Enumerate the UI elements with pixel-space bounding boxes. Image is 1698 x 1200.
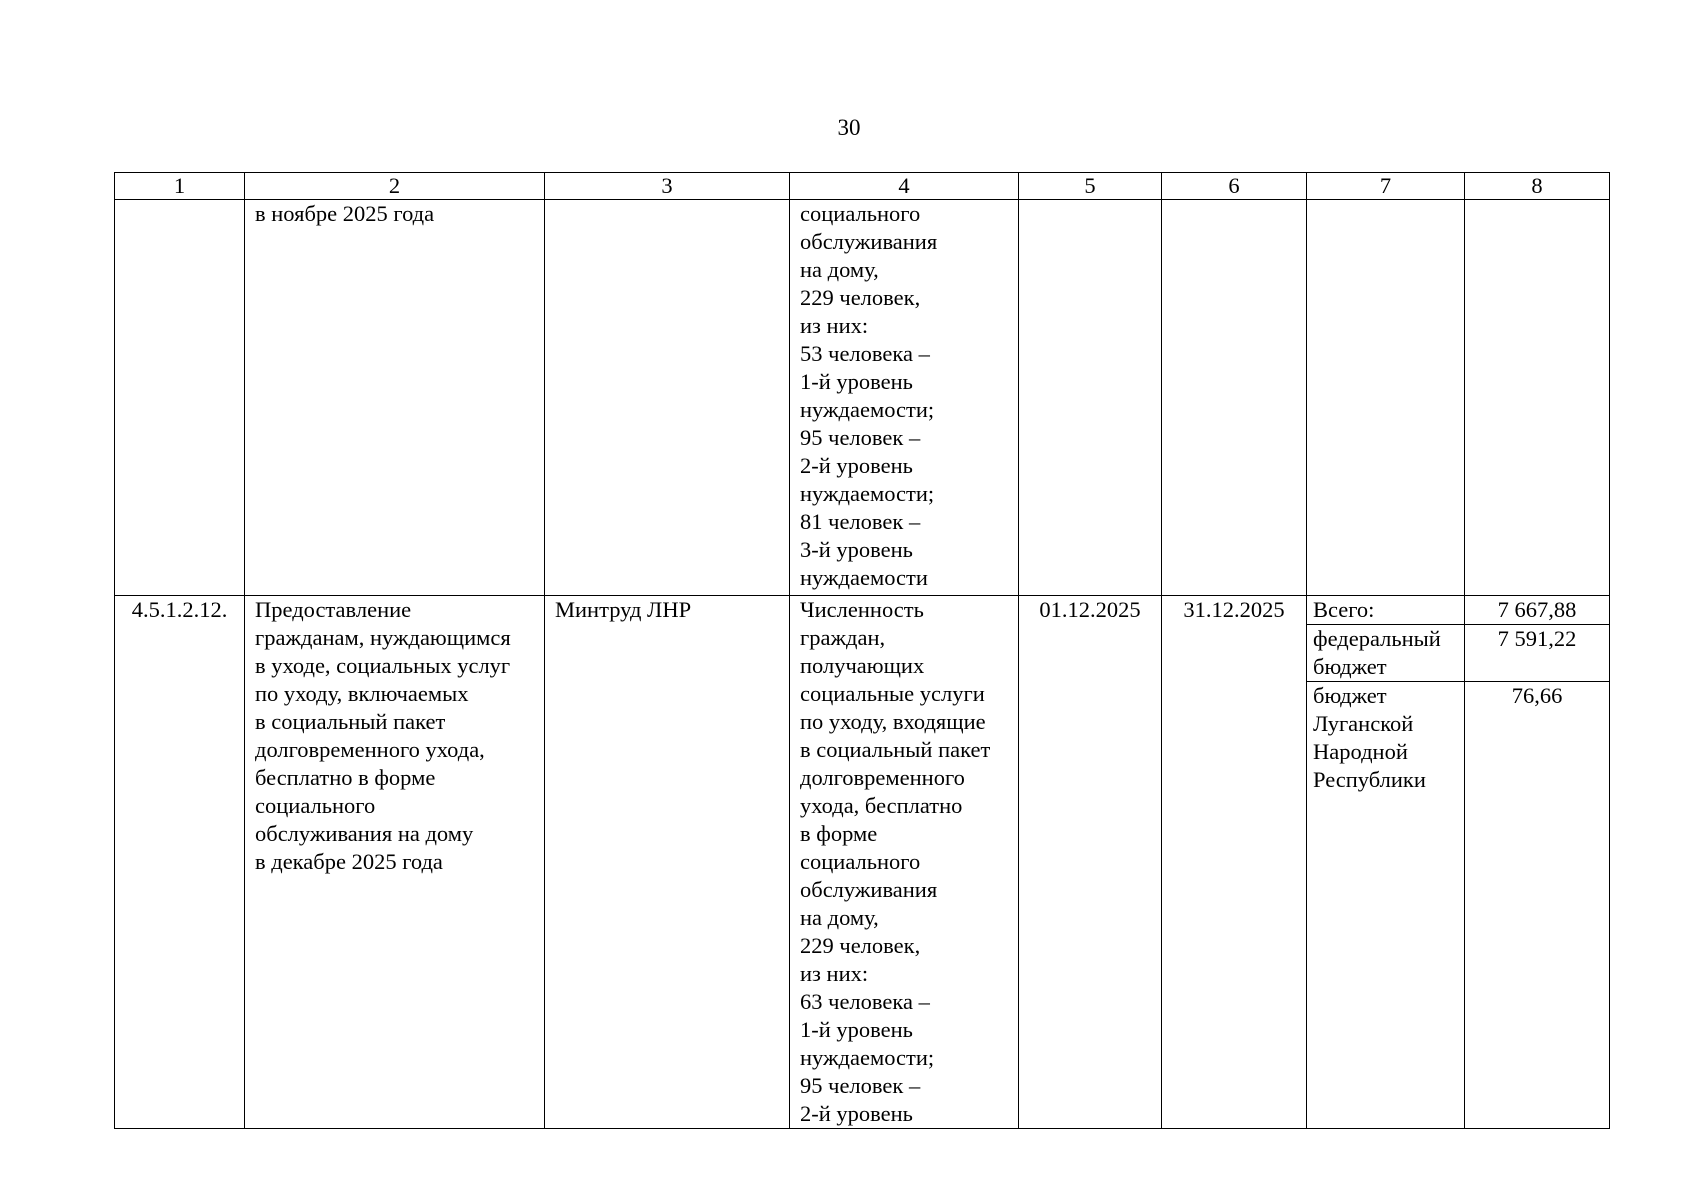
event-name-text: Предоставление гражданам, нуждающимся в уходе, социальных услуг по уходу, включаемых в социальный пакет долговременного ухода, бесплатно в форме социального обслуживания на дому в декабре 2025 года <box>255 597 511 874</box>
funding-source-federal: федеральный бюджет <box>1307 624 1464 681</box>
program-table <box>114 172 1610 1129</box>
funding-amount-federal: 7 591,22 <box>1465 624 1609 681</box>
executor-cell <box>545 596 790 1129</box>
end-date: 31.12.2025 <box>1183 597 1285 622</box>
column-header: 4 <box>790 173 1019 200</box>
column-header: 5 <box>1019 173 1162 200</box>
funding-amount-cell <box>1465 596 1610 1129</box>
column-header: 8 <box>1465 173 1610 200</box>
indicator-cell <box>790 200 1019 596</box>
funding-amount-total: 7 667,88 <box>1497 597 1577 622</box>
row-number: 4.5.1.2.12. <box>131 597 228 622</box>
column-number-row <box>115 173 1610 200</box>
funding-amount-regional: 76,66 <box>1465 681 1609 710</box>
executor-cell <box>545 200 790 596</box>
funding-source-total: Всего: <box>1313 597 1375 622</box>
funding-amount-cell <box>1465 200 1610 596</box>
row-number-cell <box>115 200 245 596</box>
funding-source-cell <box>1307 200 1465 596</box>
funding-source-regional: бюджет Луганской Народной Республики <box>1307 681 1464 794</box>
executor-text: Минтруд ЛНР <box>555 597 692 622</box>
indicator-text: Численность граждан, получающих социальные услуги по уходу, входящие в социальный пакет долговременного ухода, бесплатно в форме социального обслуживания на дому, 229 человек, из них: 63 человека – 1-й уровень нуждаемости; 95 человек – 2-й уровень <box>800 597 991 1126</box>
end-date-cell <box>1162 200 1307 596</box>
page-number: 30 <box>837 115 861 140</box>
event-name-cell <box>245 200 545 596</box>
column-header: 7 <box>1307 173 1465 200</box>
indicator-cell <box>790 596 1019 1129</box>
column-header: 3 <box>545 173 790 200</box>
event-name-text: в ноябре 2025 года <box>255 201 435 226</box>
column-header: 2 <box>245 173 545 200</box>
event-name-cell <box>245 596 545 1129</box>
column-header: 1 <box>115 173 245 200</box>
start-date-cell <box>1019 596 1162 1129</box>
indicator-text: социального обслуживания на дому, 229 человек, из них: 53 человека – 1-й уровень нуждаемости; 95 человек – 2-й уровень нуждаемости; 81 человек – 3-й уровень нуждаемости <box>800 201 938 590</box>
funding-source-cell <box>1307 596 1465 1129</box>
table-row <box>115 596 1610 1129</box>
end-date-cell <box>1162 596 1307 1129</box>
row-number-cell <box>115 596 245 1129</box>
column-header: 6 <box>1162 173 1307 200</box>
start-date: 01.12.2025 <box>1039 597 1141 622</box>
start-date-cell <box>1019 200 1162 596</box>
table-row-continued <box>115 200 1610 596</box>
